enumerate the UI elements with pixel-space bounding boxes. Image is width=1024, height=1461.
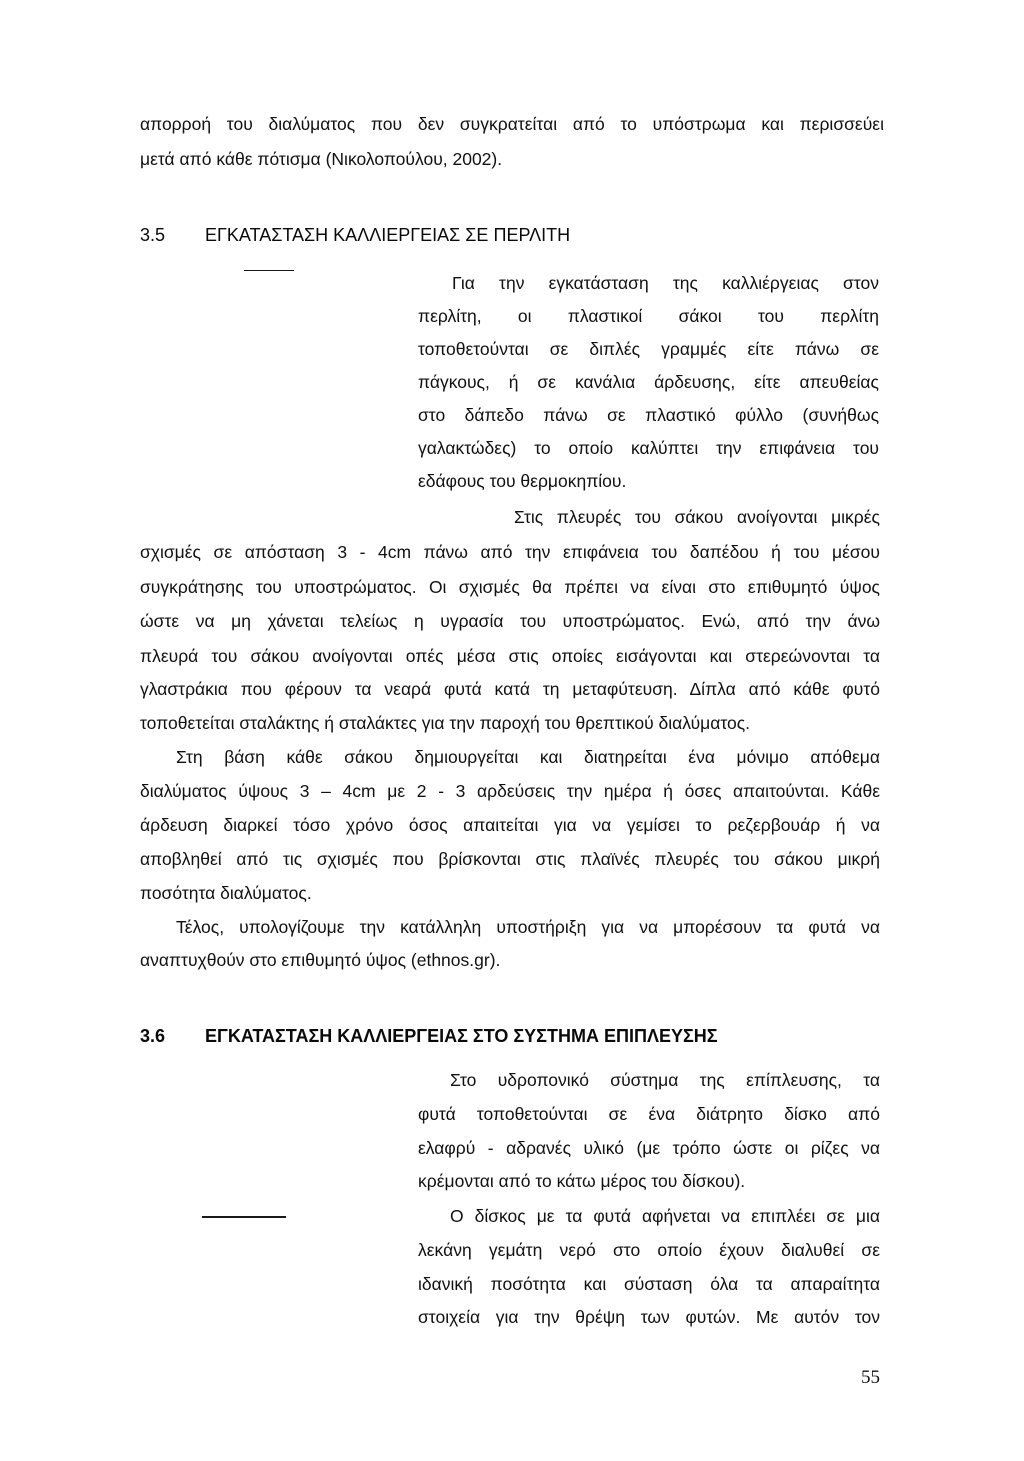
text-line: τοποθετείται σταλάκτης ή σταλάκτες για την παροχή του θρεπτικού διαλύματος.	[140, 713, 751, 733]
text-line: τοποθετούνται σε διπλές γραμμές είτε πάνω σε	[418, 339, 879, 359]
text-line: αποβληθεί από τις σχισμές που βρίσκονται στις πλαϊνές πλευρές του σάκου μικρή	[140, 849, 880, 869]
text-line: γαλακτώδες) το οποίο καλύπτει την επιφάνεια του	[418, 438, 879, 458]
text-line: συγκράτησης του υποστρώματος. Οι σχισμές θα πρέπει να είναι στο επιθυμητό ύψος	[140, 577, 880, 597]
text-line: μετά από κάθε πότισμα (Νικολοπούλου, 2002).	[140, 149, 503, 169]
section-title: ΕΓΚΑΤΑΣΤΑΣΗ ΚΑΛΛΙΕΡΓΕΙΑΣ ΣΕ ΠΕΡΛΙΤΗ	[205, 225, 571, 245]
text-line: Στη βάση κάθε σάκου δημιουργείται και διατηρείται ένα μόνιμο απόθεμα	[176, 747, 880, 767]
text-line: Τέλος, υπολογίζουμε την κατάλληλη υποστήριξη για να μπορέσουν τα φυτά να	[176, 917, 880, 937]
text-line: σχισμές σε απόσταση 3 - 4cm πάνω από την επιφάνεια του δαπέδου ή του μέσου	[140, 542, 880, 562]
section-number: 3.6	[140, 1026, 166, 1046]
text-line: αναπτυχθούν στο επιθυμητό ύψος (ethnos.gr).	[140, 950, 501, 970]
text-line: στοιχεία για την θρέψη των φυτών. Με αυτόν τον	[418, 1307, 880, 1327]
text-line: ιδανική ποσότητα και σύσταση όλα τα απαραίτητα	[418, 1274, 880, 1294]
text-line: Στις πλευρές του σάκου ανοίγονται μικρές	[514, 507, 880, 527]
text-line: Για την εγκατάσταση της καλλιέργειας στον	[452, 273, 879, 293]
text-line: στο δάπεδο πάνω σε πλαστικό φύλλο (συνήθως	[418, 405, 879, 425]
text-line: περλίτη, οι πλαστικοί σάκοι του περλίτη	[418, 306, 879, 326]
text-line: άρδευση διαρκεί τόσο χρόνο όσος απαιτείται για να γεμίσει το ρεζερβουάρ ή να	[140, 815, 880, 835]
text-line: Στο υδροπονικό σύστημα της επίπλευσης, τα	[450, 1070, 880, 1090]
section-heading-3-6	[140, 1025, 860, 1047]
text-line: γλαστράκια που φέρουν τα νεαρά φυτά κατά τη μεταφύτευση. Δίπλα από κάθε φυτό	[140, 679, 880, 699]
figure-placeholder-rule	[244, 270, 294, 271]
text-line: ώστε να μη χάνεται τελείως η υγρασία του υποστρώματος. Ενώ, από την άνω	[140, 611, 880, 631]
text-line: διαλύματος ύψους 3 – 4cm με 2 - 3 αρδεύσεις την ημέρα ή όσες απαιτούνται. Κάθε	[140, 781, 880, 801]
text-line: ποσότητα διαλύματος.	[140, 883, 312, 903]
text-line: εδάφους του θερμοκηπίου.	[418, 471, 627, 491]
section-heading-3-5	[140, 224, 740, 246]
section-title: ΕΓΚΑΤΑΣΤΑΣΗ ΚΑΛΛΙΕΡΓΕΙΑΣ ΣΤΟ ΣΥΣΤΗΜΑ ΕΠΙΠΛΕΥΣΗΣ	[205, 1026, 718, 1046]
text-line: λεκάνη γεμάτη νερό στο οποίο έχουν διαλυθεί σε	[418, 1240, 880, 1260]
text-line: κρέμονται από το κάτω μέρος του δίσκου).	[418, 1171, 746, 1191]
figure-placeholder-rule	[202, 1216, 286, 1218]
text-line: πάγκους, ή σε κανάλια άρδευσης, είτε απευθείας	[418, 372, 879, 392]
text-line: πλευρά του σάκου ανοίγονται οπές μέσα στις οποίες εισάγονται και στερεώνονται τα	[140, 646, 880, 666]
text-line: απορροή του διαλύματος που δεν συγκρατείται από το υπόστρωμα και περισσεύει	[140, 114, 884, 134]
text-line: Ο δίσκος με τα φυτά αφήνεται να επιπλέει σε μια	[450, 1206, 880, 1226]
section-number: 3.5	[140, 225, 166, 245]
text-line: ελαφρύ - αδρανές υλικό (με τρόπο ώστε οι ρίζες να	[418, 1138, 880, 1158]
text-line: φυτά τοποθετούνται σε ένα διάτρητο δίσκο από	[418, 1104, 880, 1124]
page-number: 55	[861, 1367, 880, 1388]
